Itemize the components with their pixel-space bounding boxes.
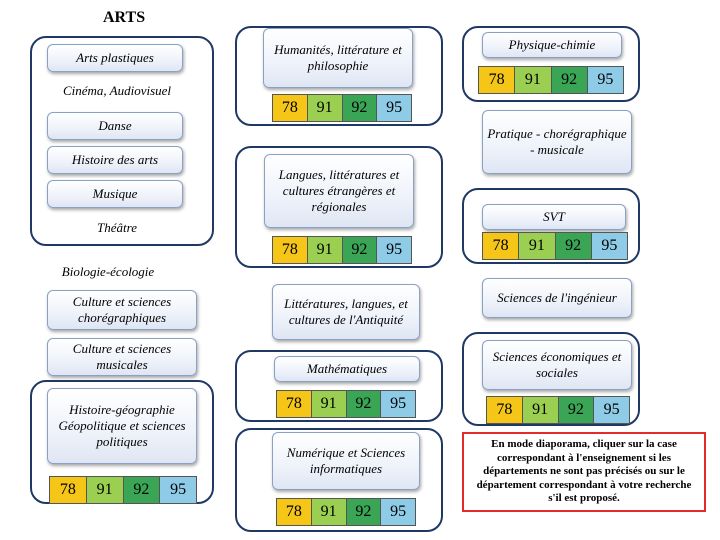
hggsp-departments xyxy=(49,476,197,504)
maths-dep-95[interactable]: 95 xyxy=(381,391,415,417)
pratique-button[interactable]: Pratique - chorégraphique - musicale xyxy=(482,110,632,174)
musique-button[interactable]: Musique xyxy=(47,180,183,208)
nsi-dep-78[interactable]: 78 xyxy=(277,499,312,525)
arts-plastiques-button[interactable]: Arts plastiques xyxy=(47,44,183,72)
maths-dep-92[interactable]: 92 xyxy=(347,391,382,417)
histoire-des-arts-button[interactable]: Histoire des arts xyxy=(47,146,183,174)
ses-dep-95[interactable]: 95 xyxy=(594,397,629,423)
nsi-departments xyxy=(276,498,416,526)
instructions-note: En mode diaporama, cliquer sur la case correspondant à l'enseignement si les départements ne sont pas précisés ou sur le département correspondant à votre recherche s'il est proposé. xyxy=(462,432,706,512)
hlp-departments xyxy=(272,94,412,122)
ses-button[interactable]: Sciences économiques et sociales xyxy=(482,340,632,390)
svt-dep-95[interactable]: 95 xyxy=(592,233,627,259)
biologie-ecologie-button[interactable]: Biologie-écologie xyxy=(61,264,155,279)
langues-button[interactable]: Langues, littératures et cultures étrangères et régionales xyxy=(264,154,414,228)
svt-dep-92[interactable]: 92 xyxy=(556,233,592,259)
hlp-dep-78[interactable]: 78 xyxy=(273,95,308,121)
svt-dep-91[interactable]: 91 xyxy=(519,233,555,259)
langues-dep-91[interactable]: 91 xyxy=(308,237,343,263)
langues-dep-78[interactable]: 78 xyxy=(273,237,308,263)
physique-dep-92[interactable]: 92 xyxy=(552,67,588,93)
cinema-audiovisuel-button[interactable]: Cinéma, Audiovisuel xyxy=(62,83,172,98)
hggsp-dep-95[interactable]: 95 xyxy=(160,477,196,503)
maths-departments xyxy=(276,390,416,418)
danse-button[interactable]: Danse xyxy=(47,112,183,140)
antiquite-button[interactable]: Littératures, langues, et cultures de l'Antiquité xyxy=(272,284,420,340)
nsi-dep-92[interactable]: 92 xyxy=(347,499,382,525)
hggsp-dep-78[interactable]: 78 xyxy=(50,477,87,503)
ses-dep-91[interactable]: 91 xyxy=(523,397,559,423)
culture-musicales-button[interactable]: Culture et sciences musicales xyxy=(47,338,197,376)
langues-dep-92[interactable]: 92 xyxy=(343,237,378,263)
ses-dep-92[interactable]: 92 xyxy=(559,397,595,423)
arts-title: ARTS xyxy=(103,9,146,26)
maths-dep-91[interactable]: 91 xyxy=(312,391,347,417)
hlp-dep-92[interactable]: 92 xyxy=(343,95,378,121)
hggsp-button[interactable]: Histoire-géographie Géopolitique et sciences politiques xyxy=(47,388,197,464)
svt-button[interactable]: SVT xyxy=(482,204,626,230)
culture-choregraphique-button[interactable]: Culture et sciences chorégraphiques xyxy=(47,290,197,330)
svt-departments xyxy=(482,232,628,260)
nsi-button[interactable]: Numérique et Sciences informatiques xyxy=(272,432,420,490)
sciences-ingenieur-button[interactable]: Sciences de l'ingénieur xyxy=(482,278,632,318)
physique-dep-95[interactable]: 95 xyxy=(588,67,623,93)
physique-chimie-button[interactable]: Physique-chimie xyxy=(482,32,622,58)
nsi-dep-95[interactable]: 95 xyxy=(381,499,415,525)
physique-departments xyxy=(478,66,624,94)
hlp-dep-95[interactable]: 95 xyxy=(377,95,411,121)
hggsp-dep-91[interactable]: 91 xyxy=(87,477,124,503)
theatre-button[interactable]: Théâtre xyxy=(97,220,137,235)
physique-dep-78[interactable]: 78 xyxy=(479,67,515,93)
hggsp-dep-92[interactable]: 92 xyxy=(124,477,161,503)
nsi-dep-91[interactable]: 91 xyxy=(312,499,347,525)
ses-dep-78[interactable]: 78 xyxy=(487,397,523,423)
langues-departments xyxy=(272,236,412,264)
ses-departments xyxy=(486,396,630,424)
hlp-button[interactable]: Humanités, littérature et philosophie xyxy=(263,28,413,88)
svt-dep-78[interactable]: 78 xyxy=(483,233,519,259)
hlp-dep-91[interactable]: 91 xyxy=(308,95,343,121)
langues-dep-95[interactable]: 95 xyxy=(377,237,411,263)
physique-dep-91[interactable]: 91 xyxy=(515,67,551,93)
mathematiques-button[interactable]: Mathématiques xyxy=(274,356,420,382)
maths-dep-78[interactable]: 78 xyxy=(277,391,312,417)
